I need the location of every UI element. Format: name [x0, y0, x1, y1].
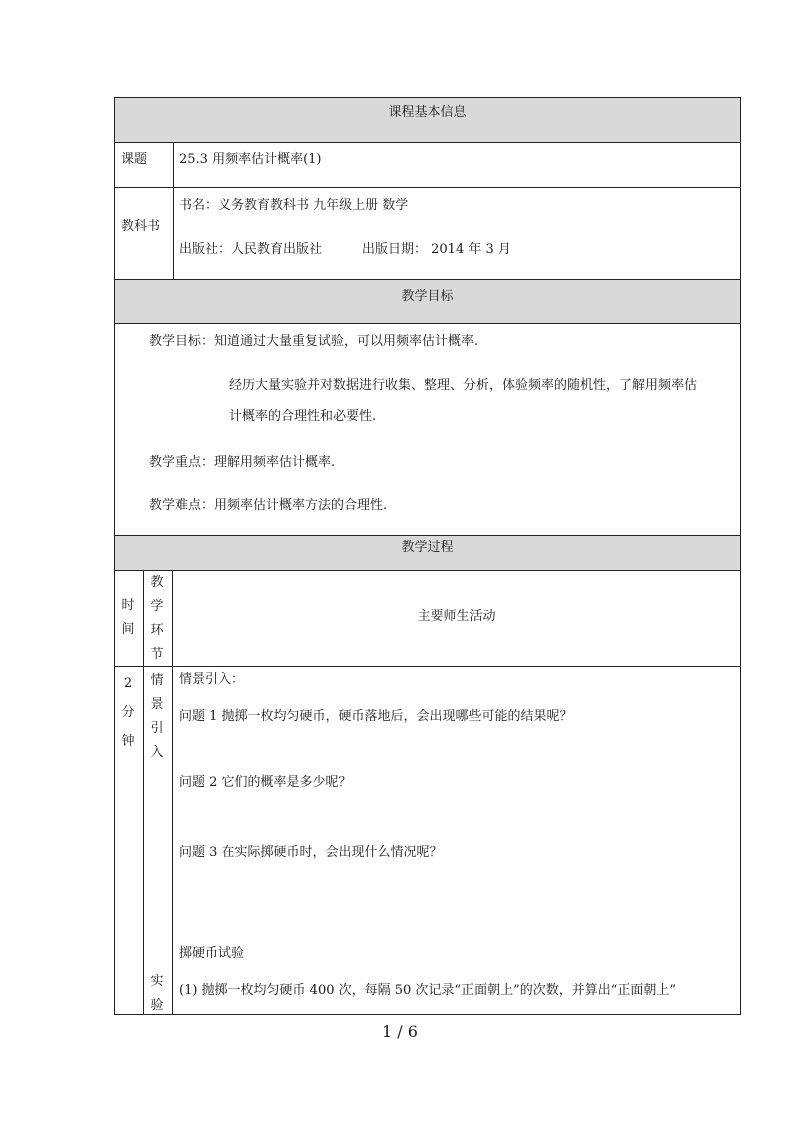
topic-value: 25.3 用频率估计概率(1) [179, 152, 322, 167]
section-title-process: 教学过程 [401, 540, 454, 555]
table-border [114, 1014, 741, 1015]
table-border [114, 142, 741, 143]
column-header-time: 时 间 [121, 598, 135, 637]
table-border [114, 570, 741, 571]
publication-date: 出版日期： 2014 年 3 月 [362, 242, 511, 257]
table-border [114, 187, 741, 188]
row-time: 2 分 钟 [121, 676, 135, 749]
publisher: 出版社：人民教育出版社 [179, 242, 323, 257]
process-goal-line1: 经历大量实验并对数据进行收集、整理、分析，体验频率的随机性，了解用频率估 [229, 378, 698, 393]
section-title-objectives: 教学目标 [401, 289, 454, 304]
column-header-stage: 教 学 环 节 [150, 575, 164, 662]
table-border [173, 142, 174, 279]
table-border [114, 535, 741, 536]
question-2: 问题 2 它们的概率是多少呢？ [179, 775, 352, 790]
experiment-1: (1) 抛掷一枚均匀硬币 400 次，每隔 50 次记录“正面朝上”的次数，并算出“正面朝上” [179, 983, 677, 998]
intro-title: 情景引入： [179, 672, 245, 687]
table-border [172, 570, 173, 1015]
book-name: 书名：义务教育教科书 九年级上册 数学 [179, 198, 409, 213]
table-border [114, 279, 741, 280]
table-border [114, 97, 115, 1015]
experiment-title: 掷硬币试验 [179, 946, 245, 961]
textbook-label: 教科书 [121, 219, 161, 234]
difficulty: 教学难点：用频率估计概率方法的合理性. [149, 498, 388, 513]
table-border [114, 97, 741, 98]
process-goal-line2: 计概率的合理性和必要性. [229, 409, 377, 424]
table-border [114, 323, 741, 324]
table-border [114, 666, 741, 667]
teaching-goal: 教学目标：知道通过大量重复试验，可以用频率估计概率. [149, 334, 479, 349]
table-border [143, 570, 144, 1015]
topic-label: 课题 [121, 152, 148, 167]
key-point: 教学重点：理解用频率估计概率. [149, 455, 336, 470]
table-border [740, 97, 741, 1015]
question-1: 问题 1 抛掷一枚均匀硬币，硬币落地后，会出现哪些可能的结果呢？ [179, 709, 573, 724]
row-stage: 情 景 引 入 [150, 673, 164, 760]
column-header-activity: 主要师生活动 [417, 609, 496, 624]
row-stage-experiment: 实 验 [150, 974, 164, 1013]
page-number: 1 / 6 [382, 1022, 418, 1041]
question-3: 问题 3 在实际掷硬币时，会出现什么情况呢？ [179, 845, 443, 860]
section-title-basic-info: 课程基本信息 [388, 105, 467, 120]
